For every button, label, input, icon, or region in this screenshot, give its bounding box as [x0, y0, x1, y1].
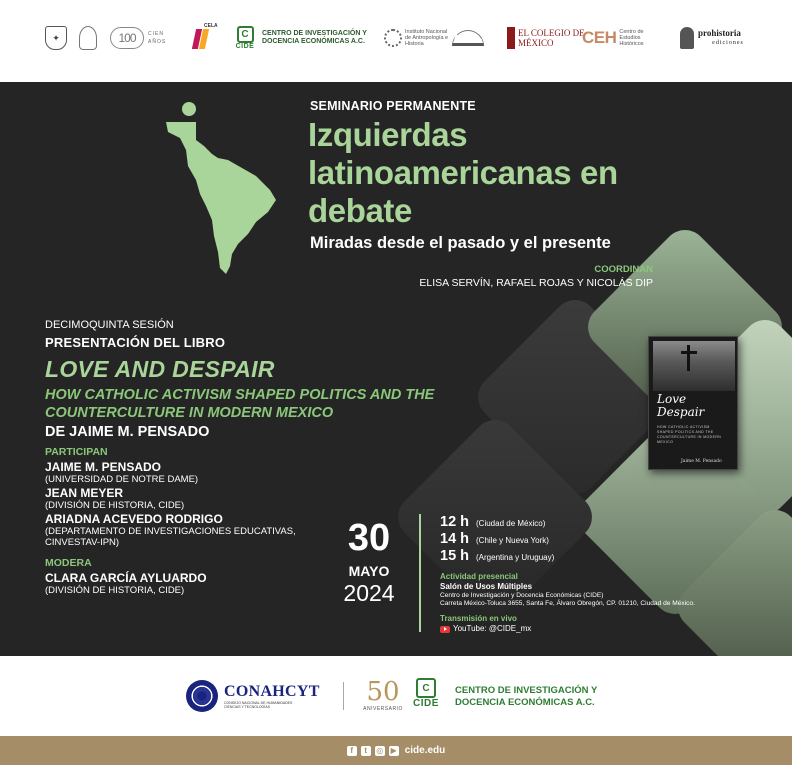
- cover-author: Jaime M. Pensado: [681, 459, 722, 464]
- time-place: (Ciudad de México): [476, 519, 546, 528]
- inah-emblem-icon: [384, 29, 402, 47]
- sponsor-divider: [343, 682, 344, 710]
- book-subtitle: HOW CATHOLIC ACTIVISM SHAPED POLITICS AND THE COUNTERCULTURE IN MODERN MEXICO: [45, 387, 435, 421]
- main-poster-panel: [0, 82, 792, 656]
- cela-logo: [192, 22, 216, 54]
- conahcyt-emblem-icon: [186, 680, 218, 712]
- sponsor-strip: [0, 656, 792, 736]
- youtube-link[interactable]: [440, 624, 531, 634]
- coordinators-label: COORDINAN: [594, 264, 653, 275]
- inah-logo: [384, 22, 449, 54]
- seminar-subtitle: Miradas desde el pasado y el presente: [310, 234, 611, 252]
- time-row: [440, 514, 770, 531]
- participant-name: JEAN MEYER: [45, 486, 124, 500]
- conahcyt-name: CONAHCYT: [224, 683, 320, 700]
- unam-logo: [45, 22, 67, 54]
- conahcyt-subtext: CONSEJO NACIONAL DE HUMANIDADES CIENCIAS Y TECNOLOGÍAS: [224, 701, 293, 709]
- seminar-title: Izquierdas latinoamericanas en debate: [308, 116, 618, 229]
- participant-item: [45, 486, 335, 511]
- social-icons: [347, 746, 399, 756]
- cela-text: CELA: [204, 23, 218, 29]
- time-row: [440, 531, 770, 548]
- cide-logo-top: [234, 22, 392, 54]
- event-day: 30: [347, 517, 391, 559]
- twitter-icon[interactable]: t: [361, 746, 371, 756]
- instagram-icon[interactable]: ◎: [376, 745, 384, 755]
- anniversary-label: ANIVERSARIO: [363, 706, 403, 712]
- cide-name-bottom: CENTRO DE INVESTIGACIÓN Y DOCENCIA ECONÓMICAS A.C.: [455, 685, 598, 708]
- footer-bar: [0, 736, 792, 765]
- top-logo-strip: [0, 0, 792, 82]
- prohistoria-logo: [680, 22, 778, 54]
- youtube-channel[interactable]: YouTube: @CIDE_mx: [453, 624, 532, 633]
- ceh-logo: [582, 22, 663, 54]
- participant-institution: (DIVISIÓN DE HISTORIA, CIDE): [45, 500, 185, 511]
- cide-emblem-icon: C: [416, 678, 436, 698]
- participants-list: [45, 446, 335, 597]
- prohistoria-sub: ediciones: [712, 40, 744, 46]
- prohistoria-figure-icon: [680, 27, 694, 49]
- participant-name: JAIME M. PENSADO: [45, 460, 162, 474]
- cien-anos-logo: [110, 22, 184, 54]
- anniversary-logo: [360, 678, 406, 714]
- participant-institution: (DEPARTAMENTO DE INVESTIGACIONES EDUCATIVAS, CINVESTAV-IPN): [45, 526, 296, 548]
- venue-line-2: Carreta México-Toluca 3655, Santa Fe, Álvaro Obregón, CP. 01210, Ciudad de México.: [440, 600, 695, 607]
- cover-title: Love Despair: [657, 392, 705, 419]
- prohistoria-text: prohistoria: [698, 28, 741, 38]
- cover-photo: [653, 341, 735, 391]
- cover-subtitle: HOW CATHOLIC ACTIVISM SHAPED POLITICS AND THE COUNTERCULTURE IN MODERN MEXICO: [657, 425, 722, 444]
- cide-name-top: CENTRO DE INVESTIGACIÓN Y DOCENCIA ECONÓMICAS A.C.: [262, 30, 367, 45]
- venue-label: Actividad presencial: [440, 572, 518, 581]
- cide-short-bottom: CIDE: [413, 698, 439, 709]
- time-hour: 14 h: [440, 531, 470, 547]
- schedule-times: [440, 514, 770, 565]
- cien-anos-emblem-icon: 100: [110, 27, 144, 49]
- institute-building-logo: [452, 22, 484, 54]
- conahcyt-logo: [186, 680, 320, 712]
- moderator-item: [45, 571, 335, 596]
- venue-place: Salón de Usos Múltiples: [440, 582, 533, 591]
- book-title: LOVE AND DESPAIR: [45, 356, 275, 382]
- unam-shield-icon: ✦: [45, 26, 67, 50]
- session-number: DECIMOQUINTA SESIÓN: [45, 319, 174, 331]
- youtube-icon[interactable]: ▶: [390, 745, 397, 755]
- stream-info: [440, 614, 531, 634]
- book-cover: [648, 336, 738, 470]
- website-link[interactable]: cide.edu: [404, 745, 446, 756]
- colmex-emblem-icon: [507, 27, 515, 49]
- stream-label: Transmisión en vivo: [440, 614, 517, 623]
- moderator-heading: MODERA: [45, 557, 92, 569]
- time-hour: 12 h: [440, 514, 470, 530]
- participant-item: [45, 460, 335, 485]
- cien-anos-text: CIEN AÑOS: [148, 31, 167, 45]
- divider-line: [419, 514, 421, 632]
- participant-name: ARIADNA ACEVEDO RODRIGO: [45, 512, 223, 526]
- book-author: DE JAIME M. PENSADO: [45, 424, 210, 440]
- time-place: (Argentina y Uruguay): [476, 553, 555, 562]
- coordinators-names: ELISA SERVÍN, RAFAEL ROJAS Y NICOLÁS DIP: [419, 277, 653, 289]
- time-row: [440, 548, 770, 565]
- event-year: 2024: [343, 580, 395, 606]
- event-month: MAYO: [348, 563, 390, 579]
- youtube-icon: [440, 626, 450, 633]
- anniversary-number: 50: [366, 677, 400, 707]
- participant-item: [45, 512, 335, 548]
- session-type: PRESENTACIÓN DEL LIBRO: [45, 335, 226, 350]
- seminar-kicker: SEMINARIO PERMANENTE: [310, 99, 476, 113]
- venue-line-1: Centro de Investigación y Docencia Económicas (CIDE): [440, 592, 604, 599]
- facebook-icon[interactable]: f: [347, 746, 357, 756]
- moderator-name: CLARA GARCÍA AYLUARDO: [45, 571, 207, 585]
- cide-emblem-icon: C CIDE: [234, 26, 256, 50]
- ceh-text: Centro de Estudios Históricos: [619, 29, 644, 47]
- participants-heading: PARTICIPAN: [45, 446, 108, 458]
- ibero-emblem-icon: [79, 26, 97, 50]
- time-hour: 15 h: [440, 548, 470, 564]
- building-icon: [452, 30, 484, 46]
- ceh-mark: CEH: [582, 28, 617, 47]
- cide-logo-bottom: [413, 678, 439, 709]
- latin-america-map-icon: [158, 102, 286, 282]
- ibero-logo: [79, 22, 97, 54]
- venue-info: [440, 572, 770, 608]
- time-place: (Chile y Nueva York): [476, 536, 549, 545]
- inah-text: Instituto Nacional de Antropología e Historia: [405, 29, 449, 47]
- participant-institution: (UNIVERSIDAD DE NOTRE DAME): [45, 474, 199, 485]
- moderator-institution: (DIVISIÓN DE HISTORIA, CIDE): [45, 585, 185, 596]
- colmex-logo: [507, 22, 586, 54]
- colmex-text: EL COLEGIO DE MÉXICO: [518, 28, 585, 48]
